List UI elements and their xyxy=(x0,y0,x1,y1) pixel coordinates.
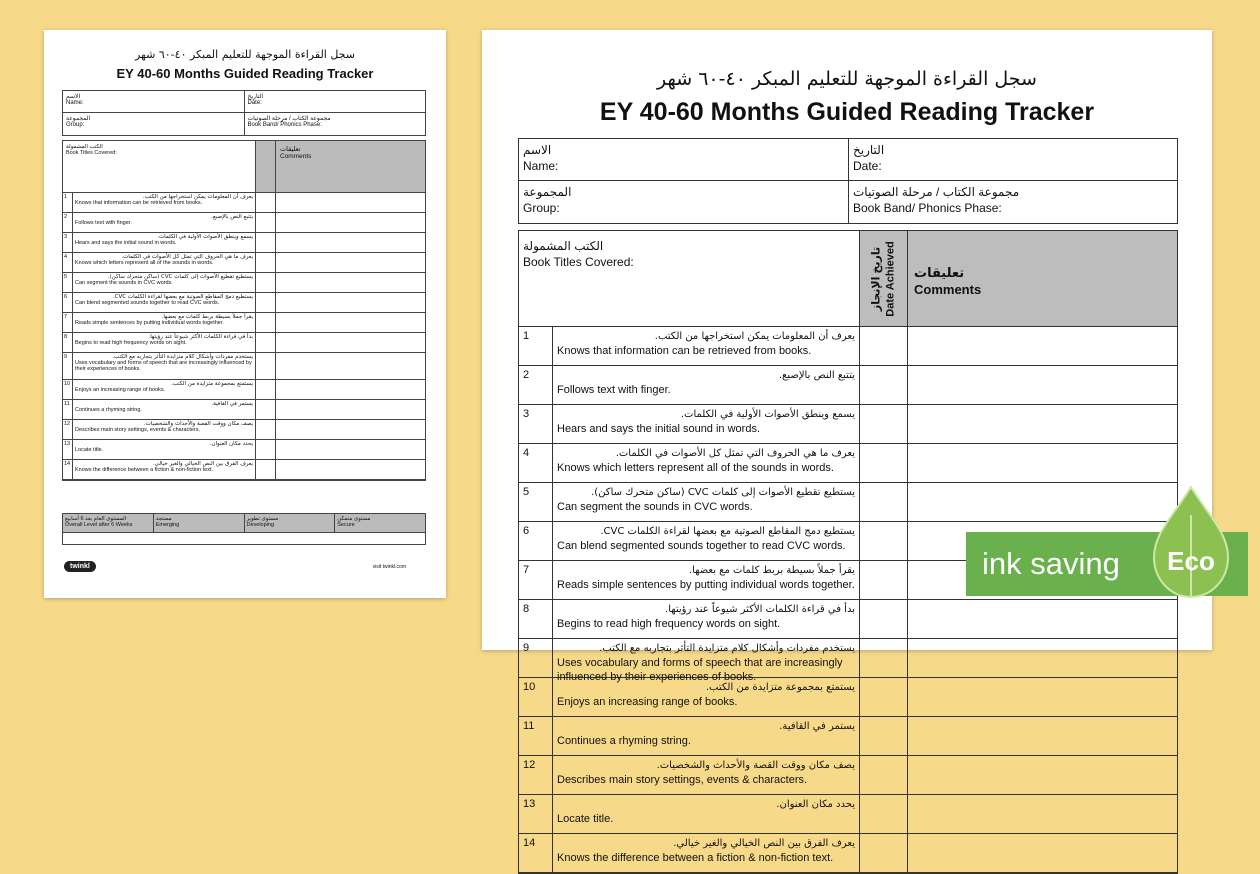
eco-leaf-icon xyxy=(1150,485,1232,600)
row-text-ar: يسمع وينطق الأصوات الأولية في الكلمات. xyxy=(680,409,855,420)
thumb-level-table xyxy=(62,513,426,545)
table-row xyxy=(519,639,1177,684)
thumb-date-cell xyxy=(255,213,275,232)
info-table xyxy=(518,138,1178,224)
table-row xyxy=(519,600,1177,639)
comments-cell[interactable] xyxy=(907,600,1177,638)
comments-cell[interactable] xyxy=(907,483,1177,521)
thumb-name-en: Name: xyxy=(66,100,84,106)
thumb-row-text-en: Reads simple sentences by putting individual words together. xyxy=(75,320,224,326)
comments-cell[interactable] xyxy=(907,639,1177,677)
thumb-table-row xyxy=(63,420,425,440)
row-text-en: Follows text with finger. xyxy=(557,383,671,396)
table-row xyxy=(519,834,1177,873)
row-number: 4 xyxy=(519,444,553,482)
thumb-date-cell xyxy=(255,193,275,212)
thumb-tracker-table xyxy=(62,140,426,481)
row-text-en: Knows the difference between a fiction & non-fiction text. xyxy=(557,851,834,864)
comments-ar: تعليقات xyxy=(914,265,965,280)
row-number: 9 xyxy=(519,639,553,677)
thumb-table-row xyxy=(63,293,425,313)
thumb-title-ar: سجل القراءة الموجهة للتعليم المبكر ٤٠-٦٠ شهر xyxy=(134,48,355,61)
thumbnail-sheet[interactable] xyxy=(44,30,446,598)
date-achieved-cell[interactable] xyxy=(859,444,907,482)
thumb-emerging-ar: مستجد xyxy=(155,516,172,522)
thumb-row-text-en: Continues a rhyming string. xyxy=(75,407,142,413)
thumb-date-cell xyxy=(255,460,275,479)
comments-cell[interactable] xyxy=(907,678,1177,716)
row-text-ar: يحدد مكان العنوان. xyxy=(776,799,855,810)
comments-cell[interactable] xyxy=(907,366,1177,404)
date-achieved-cell[interactable] xyxy=(859,405,907,443)
thumb-row-text-en: Knows that information can be retrieved from books. xyxy=(75,200,203,206)
thumb-date-cell xyxy=(255,420,275,439)
thumb-date-cell xyxy=(255,353,275,379)
thumb-comments-ar: تعليقات xyxy=(280,146,301,153)
date-achieved-cell[interactable] xyxy=(859,756,907,794)
date-achieved-cell[interactable] xyxy=(859,600,907,638)
thumb-date-cell xyxy=(255,293,275,312)
title-ar: سجل القراءة الموجهة للتعليم المبكر ٤٠-٦٠ شهر xyxy=(657,68,1037,90)
thumb-group-ar: المجموعة xyxy=(66,116,91,122)
ink-saving-label: ink saving xyxy=(982,546,1120,581)
thumb-row-text-en: Locate title. xyxy=(75,447,104,453)
row-text-ar: يستمتع بمجموعة متزايدة من الكتب. xyxy=(705,682,855,693)
date-en: Date: xyxy=(853,158,882,173)
thumb-row-text-en: Uses vocabulary and forms of speech that are increasingly influenced by their experiences of books. xyxy=(75,360,252,372)
twinkl-logo: twinkl xyxy=(64,561,96,572)
table-row xyxy=(519,717,1177,756)
thumb-row-text-en: Can blend segmented sounds together to read CVC words. xyxy=(75,300,220,306)
thumb-row-text-ar: يعرف أن المعلومات يمكن استخراجها من الكتب. xyxy=(142,194,253,200)
thumb-date-en: Date: xyxy=(247,100,262,106)
thumb-row-text-en: Knows the difference between a fiction & non-fiction text. xyxy=(75,467,214,473)
row-number: 7 xyxy=(519,561,553,599)
thumb-secure-en: Secure xyxy=(337,522,355,528)
thumb-info-table xyxy=(62,90,426,136)
row-text-ar: يتتبع النص بالإصبع. xyxy=(778,370,855,381)
table-row xyxy=(519,678,1177,717)
row-number: 2 xyxy=(519,366,553,404)
thumb-table-row xyxy=(63,193,425,213)
row-text-en: Hears and says the initial sound in words. xyxy=(557,422,760,435)
thumb-table-row xyxy=(63,253,425,273)
row-number: 3 xyxy=(519,405,553,443)
thumb-row-number: 14 xyxy=(63,460,73,479)
date-achieved-cell[interactable] xyxy=(859,717,907,755)
thumb-row-number: 5 xyxy=(63,273,73,292)
thumb-comments-cell xyxy=(275,233,425,252)
thumb-date-cell xyxy=(255,333,275,352)
row-text-ar: يستمر في القافية. xyxy=(779,721,855,732)
thumb-date-cell xyxy=(255,233,275,252)
thumb-name-ar: الاسم xyxy=(66,94,81,100)
thumb-comments-cell xyxy=(275,333,425,352)
thumb-date-cell xyxy=(255,273,275,292)
thumb-table-row xyxy=(63,380,425,400)
thumb-row-text-en: Describes main story settings, events & characters. xyxy=(75,427,201,433)
thumb-comments-cell xyxy=(275,440,425,459)
thumb-comments-cell xyxy=(275,380,425,399)
row-text-en: Continues a rhyming string. xyxy=(557,734,691,747)
thumb-date-cell xyxy=(255,440,275,459)
row-text-en: Reads simple sentences by putting individual words together. xyxy=(557,578,855,591)
comments-cell[interactable] xyxy=(907,795,1177,833)
row-text-en: Locate title. xyxy=(557,812,614,825)
row-number: 12 xyxy=(519,756,553,794)
thumb-row-number: 11 xyxy=(63,400,73,419)
thumb-comments-cell xyxy=(275,400,425,419)
footer-url: visit twinkl.com xyxy=(372,564,406,570)
thumb-date-cell xyxy=(255,253,275,272)
thumb-group-en: Group: xyxy=(66,122,85,128)
row-text-en: Describes main story settings, events & characters. xyxy=(557,773,808,786)
thumb-row-text-ar: يستخدم مفردات وأشكال كلام متزايدة التأثر بتجاربه مع الكتب. xyxy=(112,354,253,360)
row-text-ar: يعرف ما هي الحروف التي تمثل كل الأصوات في الكلمات. xyxy=(615,448,855,459)
thumb-comments-cell xyxy=(275,253,425,272)
thumb-row-number: 4 xyxy=(63,253,73,272)
row-text-en: Uses vocabulary and forms of speech that are increasingly influenced by their experiences of books. xyxy=(557,656,843,684)
thumb-emerging-en: Emerging xyxy=(155,522,180,528)
thumb-table-row xyxy=(63,353,425,380)
thumb-row-text-ar: يستطيع دمج المقاطع الصوتية مع بعضها لقراءة الكلمات CVC. xyxy=(112,294,253,300)
thumb-table-row xyxy=(63,460,425,480)
thumb-row-number: 7 xyxy=(63,313,73,332)
comments-cell[interactable] xyxy=(907,756,1177,794)
comments-cell[interactable] xyxy=(907,717,1177,755)
row-text-en: Begins to read high frequency words on sight. xyxy=(557,617,781,630)
comments-cell[interactable] xyxy=(907,327,1177,365)
table-row xyxy=(519,756,1177,795)
row-text-en: Can blend segmented sounds together to read CVC words. xyxy=(557,539,846,552)
band-ar: مجموعة الكتاب / مرحلة الصوتيات xyxy=(853,185,1020,199)
books-ar: الكتب المشمولة xyxy=(523,239,604,253)
row-text-en: Knows that information can be retrieved from books. xyxy=(557,344,812,357)
thumb-comments-cell xyxy=(275,293,425,312)
row-number: 8 xyxy=(519,600,553,638)
date-achieved-cell[interactable] xyxy=(859,639,907,677)
thumb-row-text-ar: يستمر في القافية. xyxy=(211,401,253,407)
thumb-date-achieved-header xyxy=(255,141,275,192)
thumb-row-text-en: Follows text with finger. xyxy=(75,220,132,226)
date-achieved-cell[interactable] xyxy=(859,561,907,599)
row-text-ar: يقرأ جملاً بسيطة بربط كلمات مع بعضها. xyxy=(688,565,855,576)
name-en: Name: xyxy=(523,158,559,173)
thumb-books-ar: الكتب المشمولة xyxy=(66,144,103,150)
row-number: 14 xyxy=(519,834,553,872)
date-achieved-cell[interactable] xyxy=(859,678,907,716)
thumb-row-text-ar: بدأ في قراءة الكلمات الأكثر شيوعاً عند رؤيتها. xyxy=(148,334,253,340)
comments-en: Comments xyxy=(914,281,982,297)
thumb-row-text-ar: يسمع وينطق الأصوات الأولية في الكلمات. xyxy=(157,234,253,240)
thumb-row-text-en: Enjoys an increasing range of books. xyxy=(75,387,166,393)
row-text-ar: يستخدم مفردات وأشكال كلام متزايدة التأثر بتجاربه مع الكتب. xyxy=(599,643,855,654)
row-text-en: Knows which letters represent all of the sounds in words. xyxy=(557,461,834,474)
thumb-row-number: 2 xyxy=(63,213,73,232)
thumb-books-en: Book Titles Covered: xyxy=(66,150,117,156)
group-ar: المجموعة xyxy=(523,185,572,199)
thumb-title-en: EY 40-60 Months Guided Reading Tracker xyxy=(116,66,374,81)
thumb-row-number: 13 xyxy=(63,440,73,459)
thumb-comments-cell xyxy=(275,193,425,212)
thumb-row-text-en: Hears and says the initial sound in words. xyxy=(75,240,177,246)
eco-label: Eco xyxy=(1167,546,1215,576)
thumb-comments-cell xyxy=(275,273,425,292)
row-number: 5 xyxy=(519,483,553,521)
row-number: 13 xyxy=(519,795,553,833)
thumb-band-ar: مجموعة الكتاب / مرحلة الصوتيات xyxy=(247,116,331,122)
date-achieved-cell[interactable] xyxy=(859,366,907,404)
thumb-row-text-ar: يستمتع بمجموعة متزايدة من الكتب. xyxy=(170,381,253,387)
group-en: Group: xyxy=(523,200,560,215)
thumb-overall-ar: المستوى العام بعد 6 أسابيع xyxy=(65,516,127,522)
thumb-comments-cell xyxy=(275,420,425,439)
thumb-row-number: 9 xyxy=(63,353,73,379)
row-text-ar: يستطيع دمج المقاطع الصوتية مع بعضها لقراءة الكلمات CVC. xyxy=(600,526,855,537)
row-text-ar: يعرف الفرق بين النص الخيالي والغير خيالي. xyxy=(673,838,855,849)
thumb-row-text-en: Can segment the sounds in CVC words. xyxy=(75,280,173,286)
table-row xyxy=(519,795,1177,834)
name-ar: الاسم xyxy=(523,143,552,157)
row-text-en: Can segment the sounds in CVC words. xyxy=(557,500,753,513)
thumb-comments-en: Comments xyxy=(280,153,312,160)
row-number: 6 xyxy=(519,522,553,560)
date-ar: التاريخ xyxy=(853,143,885,157)
achieved-ar: تاريخ الإنجاز xyxy=(870,246,883,311)
thumb-date-ar: التاريخ xyxy=(247,94,264,100)
thumb-row-text-ar: يحدد مكان العنوان. xyxy=(209,441,253,447)
thumb-date-cell xyxy=(255,380,275,399)
thumb-band-en: Book Band/ Phonics Phase: xyxy=(247,122,322,128)
thumb-table-row xyxy=(63,400,425,420)
comments-cell[interactable] xyxy=(907,834,1177,872)
thumb-row-text-ar: يعرف الفرق بين النص الخيالي والغير خيالي. xyxy=(153,461,253,467)
date-achieved-cell[interactable] xyxy=(859,522,907,560)
date-achieved-cell[interactable] xyxy=(859,327,907,365)
achieved-en: Date Achieved xyxy=(884,240,897,317)
books-en: Book Titles Covered: xyxy=(523,254,634,269)
row-number: 1 xyxy=(519,327,553,365)
thumb-date-cell xyxy=(255,400,275,419)
thumb-row-text-ar: يقرأ جملاً بسيطة بربط كلمات مع بعضها. xyxy=(161,314,253,320)
band-en: Book Band/ Phonics Phase: xyxy=(853,200,1002,215)
thumb-table-row xyxy=(63,333,425,353)
row-text-en: Enjoys an increasing range of books. xyxy=(557,695,738,708)
thumb-row-text-ar: يتتبع النص بالإصبع. xyxy=(211,214,253,220)
thumb-row-text-ar: يعرف ما هي الحروف التي تمثل كل الأصوات في الكلمات. xyxy=(121,254,253,260)
row-text-ar: يعرف أن المعلومات يمكن استخراجها من الكتب. xyxy=(654,331,855,342)
date-achieved-cell[interactable] xyxy=(859,795,907,833)
thumb-table-row xyxy=(63,440,425,460)
thumb-overall-en: Overall Level after 6 Weeks xyxy=(65,522,133,528)
title-en: EY 40-60 Months Guided Reading Tracker xyxy=(599,98,1095,126)
thumb-row-number: 3 xyxy=(63,233,73,252)
row-text-ar: يستطيع تقطيع الأصوات إلى كلمات CVC (ساكن متحرك ساكن). xyxy=(591,487,855,498)
table-row xyxy=(519,405,1177,444)
thumb-developing-en: Developing xyxy=(246,522,275,528)
thumb-row-number: 1 xyxy=(63,193,73,212)
date-achieved-cell[interactable] xyxy=(859,483,907,521)
thumb-row-text-ar: يصف مكان ووقت القصة والأحداث والشخصيات. xyxy=(143,421,253,427)
row-text-ar: بدأ في قراءة الكلمات الأكثر شيوعاً عند رؤيتها. xyxy=(665,604,855,615)
row-text-ar: يصف مكان ووقت القصة والأحداث والشخصيات. xyxy=(656,760,855,771)
thumb-comments-cell xyxy=(275,353,425,379)
table-row xyxy=(519,327,1177,366)
thumb-table-row xyxy=(63,213,425,233)
table-row xyxy=(519,483,1177,522)
table-row xyxy=(519,444,1177,483)
comments-cell[interactable] xyxy=(907,444,1177,482)
thumb-row-text-en: Knows which letters represent all of the sounds in words. xyxy=(75,260,214,266)
thumb-row-number: 12 xyxy=(63,420,73,439)
thumb-row-number: 10 xyxy=(63,380,73,399)
thumb-date-cell xyxy=(255,313,275,332)
thumb-table-row xyxy=(63,313,425,333)
row-number: 10 xyxy=(519,678,553,716)
date-achieved-cell[interactable] xyxy=(859,834,907,872)
thumb-table-row xyxy=(63,233,425,253)
thumb-secure-ar: مستوى متمكن xyxy=(337,516,371,522)
thumb-row-text-en: Begins to read high frequency words on sight. xyxy=(75,340,187,346)
thumb-row-number: 6 xyxy=(63,293,73,312)
comments-cell[interactable] xyxy=(907,405,1177,443)
thumb-row-number: 8 xyxy=(63,333,73,352)
row-number: 11 xyxy=(519,717,553,755)
thumb-comments-cell xyxy=(275,213,425,232)
thumb-comments-cell xyxy=(275,460,425,479)
thumb-row-text-ar: يستطيع تقطيع الأصوات إلى كلمات CVC (ساكن متحرك ساكن). xyxy=(107,274,253,280)
date-achieved-header xyxy=(859,231,907,326)
thumb-comments-cell xyxy=(275,313,425,332)
thumb-developing-ar: مستوى تطوير xyxy=(246,516,279,522)
thumb-table-row xyxy=(63,273,425,293)
table-row xyxy=(519,366,1177,405)
